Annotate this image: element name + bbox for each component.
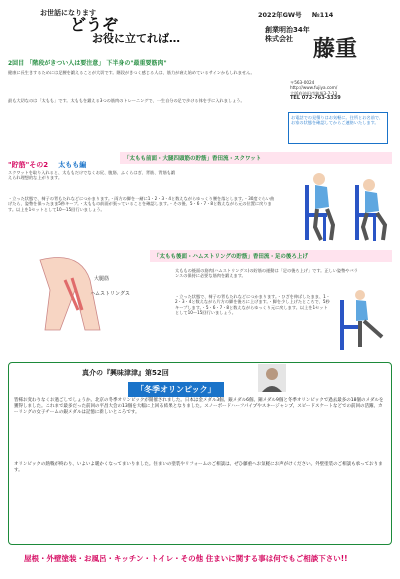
slogan-line3: お役に立てれば… <box>92 32 180 45</box>
leg-raise-illustration <box>330 285 395 355</box>
section1-tag: "貯筋"その2 <box>8 161 49 169</box>
intro-paragraph-1: 健康に長生きするためには足腰を鍛えることが大切です。階段がきつく感じる人は、筋力が衰え始めているサインかもしれません。 <box>8 70 255 75</box>
phone[interactable]: TEL 072-763-3339 <box>290 95 341 102</box>
company-tag: 創業明治34年 株式会社 <box>265 26 310 43</box>
section1-steps: ・立った状態で、椅子の背もたれなどにつかまります。・両方の脚を一緒に1・2・3・4と数えながらゆっくり腰を落とします。・30度ぐらい曲げたら、姿勢を保ったまま5秒キープ。・太ももの前面が張っていることを確認します。・その後、5・6・7・8と数えながら元の位置に戻ります。以上を1セットとして10〜15回行いましょう。 <box>8 196 275 212</box>
aside-note: お電話での見積りはお気軽に。住所とお名前で、お家の状態を確認してからご連絡いたします。 <box>288 112 388 144</box>
label-hamstrings: ハムストリングス <box>90 291 130 297</box>
column-heading: 真介の『興味津津』第52回 <box>82 369 169 377</box>
company-info <box>290 80 390 102</box>
section2-subtitle: 「太もも後面・ハムストリングの貯筋」香田流・足の後ろ上げ <box>150 250 392 262</box>
section1-title-bar <box>8 152 116 169</box>
section1-title: 太もも編 <box>58 161 87 169</box>
footer-banner: 屋根・外壁塗装・お風呂・キッチン・トイレ・その他 住まいに関する事は何でもご相談下さい!! <box>24 554 348 563</box>
person-head-icon <box>313 173 325 185</box>
column-body-1: 皆様お変わりなくお過ごしでしょうか。北京の冬季オリンピックが開催されました。日本は金メダル3個、銀メダル6個、銅メダル9個と冬季オリンピックで過去最多の18個のメダルを獲得しました。これまで最多だった前回の平昌大会の13個を大幅に上回る結果となりました。スノーボードハーフパイプやスキージャンプ、スピードスケートなどでの前回の活躍、カーリングの女子チームの銀メダルは記憶に新しいところです。 <box>14 398 384 416</box>
website-link[interactable]: http://www.fujiya.com/ <box>290 85 338 91</box>
issue-text: 2022年GW号 <box>258 11 302 19</box>
company-logo <box>265 26 375 74</box>
address: 大阪府池田市鉢塚3-7-13 <box>290 90 338 96</box>
section2-steps: ・立った状態で、椅子の背もたれなどにつかまります。・ひざを伸ばしたまま、1・2・3・4と数えながら片方の脚を後ろに上げます。・脚を少し上げたところで、5秒キープします。・5・6・7・8と数えながらゆっくり元に戻します。以上を1セットとして10〜15回行いましょう。 <box>175 294 331 316</box>
issue-label <box>258 10 333 19</box>
intro-heading: 2回目 「階段がきつい人は要注意」 下半身の"最重要筋肉" <box>8 60 167 67</box>
postal-code: 〒563-0024 <box>290 80 315 85</box>
section2-description: 太ももの後面の筋肉(ハムストリングス)の貯筋の運動は「足の後ろ上げ」です。正しい姿勢やバランスの保持に必要な筋肉を鍛えます。 <box>175 268 358 279</box>
author-photo-icon <box>258 364 286 392</box>
company-name: 藤重 <box>313 36 358 62</box>
column-body-2: オリンピックの熱戦が終わり、いよいよ暖かくなってまいりました。住まいの塗装やリフォームのご相談は、ぜひ藤重へお気軽にお声がけください。外壁塗装のご相談も承っております。 <box>14 462 383 474</box>
legs-anatomy-illustration <box>20 250 150 335</box>
issue-number: №114 <box>311 11 334 19</box>
label-large-muscle: 大腿筋 <box>94 276 110 282</box>
slogan-line2: どうぞ <box>70 15 119 34</box>
header-slogan <box>40 8 200 50</box>
column-title: 「冬季オリンピック」 <box>128 382 224 397</box>
squat-illustration <box>285 165 395 250</box>
intro-paragraph-2: 最も大切なのは「太もも」です。太ももを鍛える3つの筋肉のトレーニングで、一生自分の足で歩ける体を手に入れましょう。 <box>8 98 245 103</box>
section1-description: スクワットを取り入れると、太ももだけでなくお尻、腹筋、ふくらはぎ、背筋、背筋も鍛えられ理想的な上がります。 <box>8 170 176 181</box>
section1-subtitle: 「太もも前面・大腿四頭筋の貯筋」香田流・スクワット <box>120 152 392 164</box>
slogan-line1: お世話になります <box>40 9 96 17</box>
